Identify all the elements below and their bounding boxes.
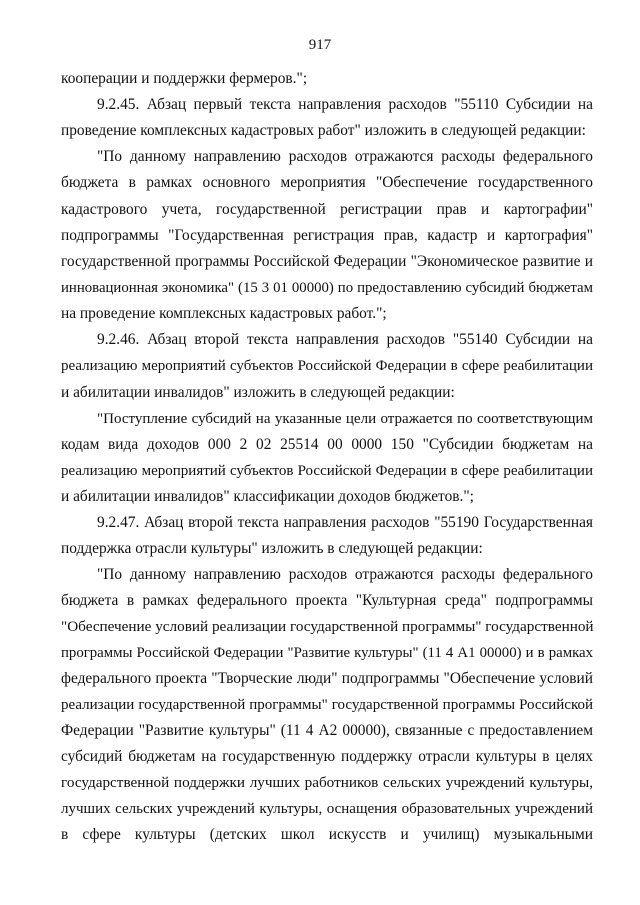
text-line: "Поступление субсидий на указанные цели отражается по соответствующим: [97, 411, 593, 427]
text-line: и абилитации инвалидов" изложить в следующей редакции:: [61, 384, 455, 401]
text-line: проведение комплексных кадастровых работ" изложить в следующей редакции:: [61, 122, 586, 139]
text-line: 9.2.46. Абзац второй текста направления расходов "55140 Субсидии на: [97, 331, 593, 348]
text-line: реализации государственной программы" государственной программы Российской: [61, 697, 593, 713]
text-line: "По данному направлению расходов отражаются расходы федерального: [97, 566, 593, 583]
text-line: бюджета в рамках основного мероприятия "Обеспечение государственного: [61, 174, 593, 191]
text-line: программы Российской Федерации "Развитие культуры" (11 4 A1 00000) и в рамках: [61, 645, 593, 661]
text-line: 9.2.47. Абзац второй текста направления расходов "55190 Государственная: [97, 514, 593, 531]
text-line: лучших сельских учреждений культуры, оснащения образовательных учреждений: [61, 801, 593, 817]
text-line: поддержка отрасли культуры" изложить в следующей редакции:: [61, 540, 483, 557]
text-line: кодам вида доходов 000 2 02 25514 00 0000 150 "Субсидии бюджетам на: [61, 436, 593, 453]
page-number: 917: [308, 37, 332, 53]
text-line: государственной поддержки лучших работников сельских учреждений культуры,: [61, 774, 593, 791]
text-line: на проведение комплексных кадастровых работ.";: [61, 305, 387, 322]
text-line: кадастрового учета, государственной регистрации прав и картографии": [61, 201, 593, 218]
text-line: "По данному направлению расходов отражаются расходы федерального: [97, 148, 593, 165]
text-line: кооперации и поддержки фермеров.";: [61, 70, 308, 87]
text-line: государственной программы Российской Федерации "Экономическое развитие и: [61, 253, 593, 270]
text-line: подпрограммы "Государственная регистрация прав, кадастр и картография": [61, 227, 593, 244]
text-line: реализацию мероприятий субъектов Российской Федерации в сфере реабилитации: [61, 358, 593, 374]
text-line: 9.2.45. Абзац первый текста направления расходов "55110 Субсидии на: [97, 96, 593, 113]
text-line: Федерации "Развитие культуры" (11 4 A2 00000), связанные с предоставлением: [61, 722, 593, 739]
text-line: и абилитации инвалидов" классификации доходов бюджетов.";: [61, 488, 474, 505]
text-line: инновационная экономика" (15 3 01 00000) по предоставлению субсидий бюджетам: [61, 280, 593, 296]
text-line: субсидий бюджетам на государственную поддержку отрасли культуры в целях: [61, 748, 593, 765]
text-line: реализацию мероприятий субъектов Российской Федерации в сфере реабилитации: [61, 463, 593, 479]
text-line: в сфере культуры (детских школ искусств и училищ) музыкальными: [61, 826, 593, 843]
text-line: "Обеспечение условий реализации государственной программы" государственной: [61, 618, 594, 635]
text-line: бюджета в рамках федерального проекта "Культурная среда" подпрограммы: [61, 592, 593, 609]
text-line: федерального проекта "Творческие люди" подпрограммы "Обеспечение условий: [61, 670, 593, 687]
